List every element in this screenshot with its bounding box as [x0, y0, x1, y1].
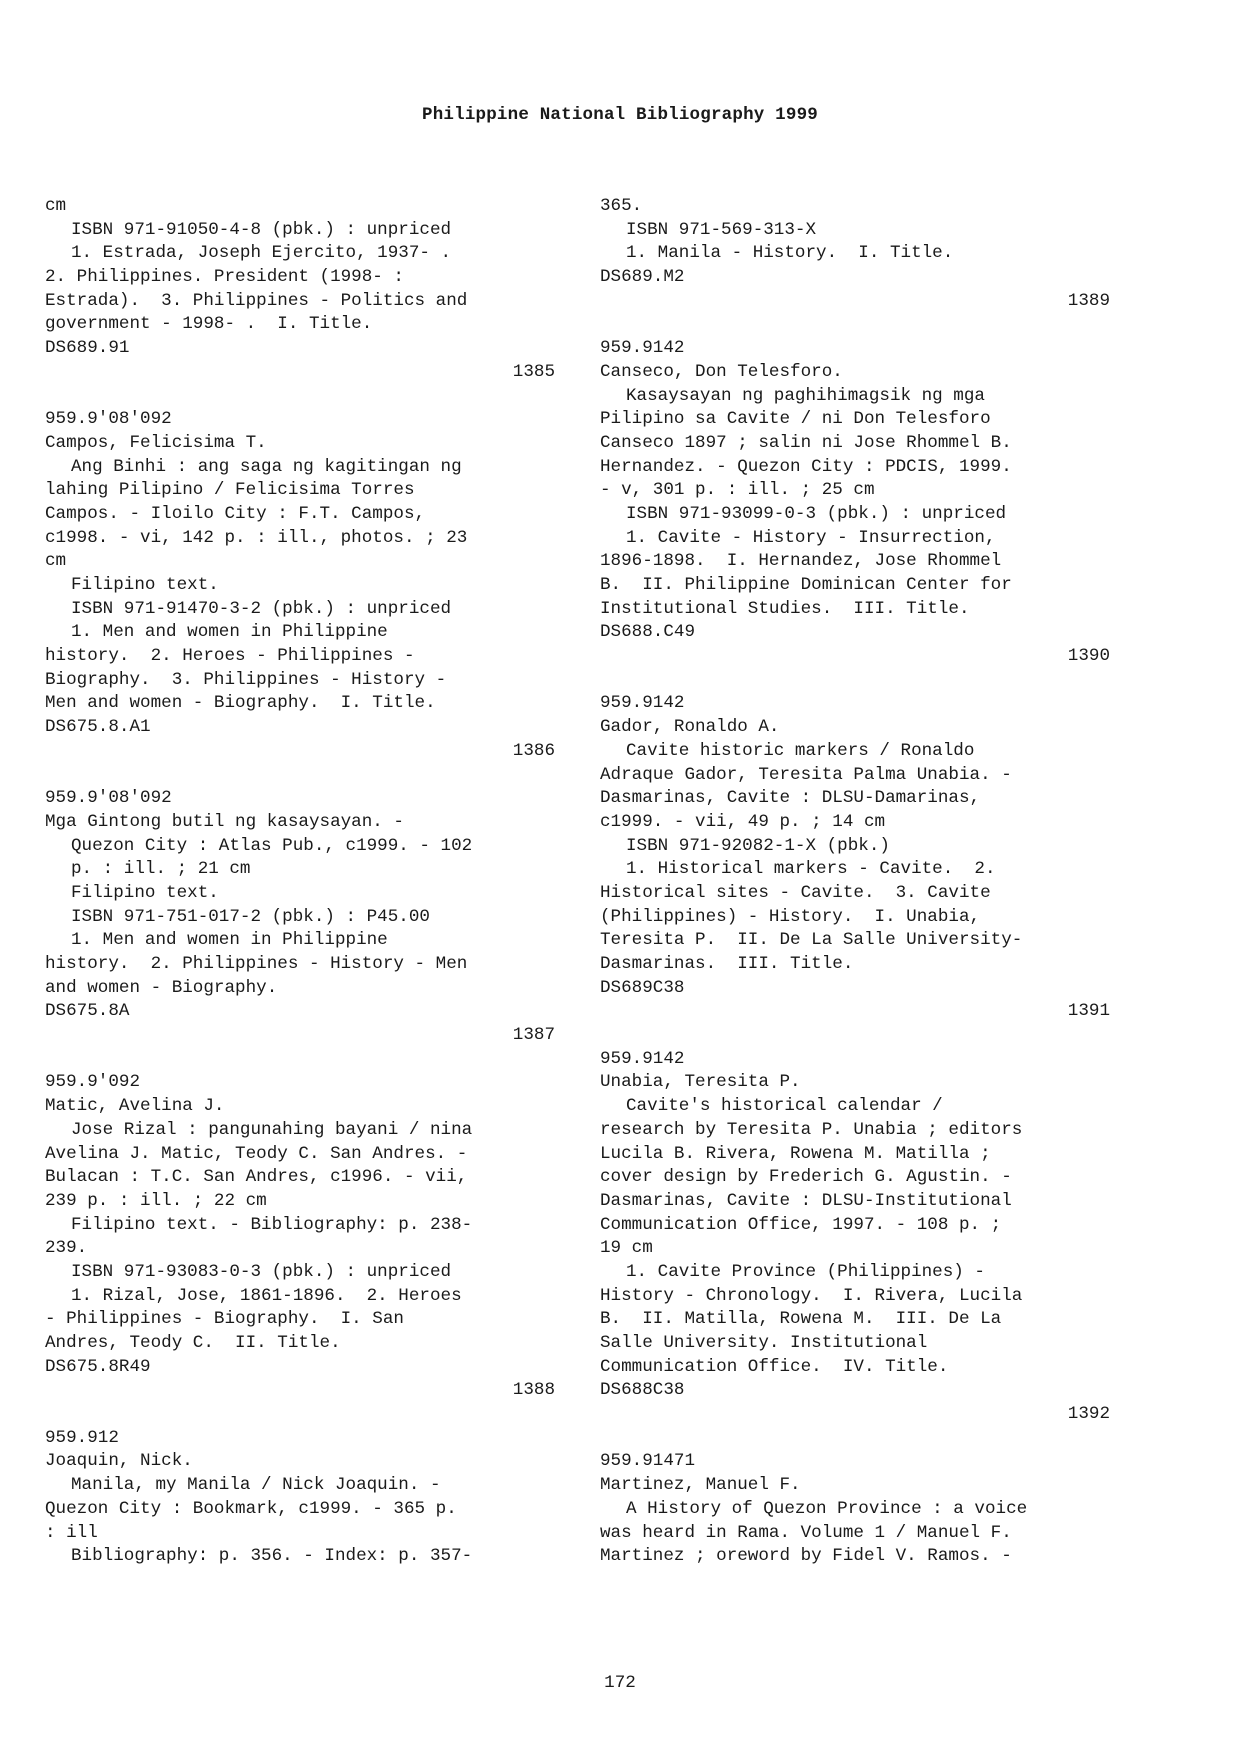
entry-line: Adraque Gador, Teresita Palma Unabia. - — [600, 764, 1012, 785]
entry-line: Bibliography: p. 356. - Index: p. 357- — [71, 1546, 473, 1567]
entry-line: Filipino text. — [71, 575, 219, 595]
entry-line: 959.912 — [45, 1427, 119, 1448]
entry-line: 1. Cavite Province (Philippines) - — [626, 1261, 985, 1282]
entry-line: - v, 301 p. : ill. ; 25 cm — [600, 480, 875, 501]
entry-line: ISBN 971-569-313-X — [626, 219, 817, 240]
entry-line: 959.9142 — [600, 338, 685, 359]
entry-line: DS688C38 — [600, 1380, 685, 1401]
entry-line: - Philippines - Biography. I. San — [45, 1309, 404, 1330]
entry-separator — [45, 764, 555, 788]
entry-line: 1. Rizal, Jose, 1861-1896. 2. Heroes — [71, 1285, 462, 1306]
entry-line: Gador, Ronaldo A. — [600, 717, 780, 738]
entry-separator — [600, 313, 1110, 337]
entry-line: research by Teresita P. Unabia ; editors — [600, 1119, 1023, 1140]
entry-line: Matic, Avelina J. — [45, 1096, 225, 1117]
entry-line: c1998. - vi, 142 p. : ill., photos. ; 23 — [45, 527, 468, 548]
entry-line: : ill — [45, 1522, 98, 1543]
entry-line: cover design by Frederich G. Agustin. - — [600, 1167, 1012, 1188]
entry-line: Communication Office. IV. Title. — [600, 1356, 949, 1377]
entry-number: 1389 — [1067, 290, 1110, 311]
entry-line: was heard in Rama. Volume 1 / Manuel F. — [600, 1522, 1012, 1543]
entry-line: Joaquin, Nick. — [45, 1451, 193, 1472]
entry-line: Quezon City : Atlas Pub., c1999. - 102 — [71, 835, 473, 856]
entry-line: 1. Cavite - History - Insurrection, — [626, 527, 996, 548]
entry-line: Canseco 1897 ; salin ni Jose Rhommel B. — [600, 432, 1012, 453]
entry-line: 239. — [45, 1238, 88, 1259]
entry-line: DS689.91 — [45, 338, 130, 359]
entry-separator — [600, 1427, 1110, 1451]
entry-line: lahing Pilipino / Felicisima Torres — [45, 480, 415, 501]
entry-line: Manila, my Manila / Nick Joaquin. - — [71, 1475, 441, 1496]
entry-number: 1392 — [1067, 1404, 1110, 1425]
entry-line: B. II. Philippine Dominican Center for — [600, 575, 1012, 595]
entry-line: Biography. 3. Philippines - History - — [45, 669, 447, 690]
entry-line: 959.9'092 — [45, 1072, 141, 1093]
entry-line: Kasaysayan ng paghihimagsik ng mga — [626, 385, 985, 406]
entry-line: 959.9142 — [600, 693, 685, 714]
entry-line: Cavite historic markers / Ronaldo — [626, 740, 975, 761]
entry-line: 959.9142 — [600, 1048, 685, 1069]
entry-line: 959.9'08'092 — [45, 409, 172, 430]
entry-line: history. 2. Heroes - Philippines - — [45, 646, 415, 667]
entry-line: DS688.C49 — [600, 622, 696, 643]
entry-number: 1386 — [512, 740, 555, 761]
entry-line: (Philippines) - History. I. Unabia, — [600, 906, 981, 927]
entry-line: Filipino text. — [71, 882, 219, 903]
entry-line: Martinez ; oreword by Fidel V. Ramos. - — [600, 1546, 1012, 1567]
entry-line: 959.9'08'092 — [45, 788, 172, 809]
entry-line: Cavite's historical calendar / — [626, 1096, 943, 1117]
entry-line: Dasmarinas, Cavite : DLSU-Institutional — [600, 1190, 1012, 1211]
entry-line: Campos, Felicisima T. — [45, 432, 267, 453]
entry-separator — [600, 669, 1110, 693]
entry-line: ISBN 971-92082-1-X (pbk.) — [626, 835, 890, 856]
entry-separator — [45, 385, 555, 409]
entry-line: DS675.8.A1 — [45, 717, 151, 738]
entry-line: cm — [45, 551, 67, 572]
entry-line: Jose Rizal : pangunahing bayani / nina — [71, 1119, 473, 1140]
entry-line: c1999. - vii, 49 p. ; 14 cm — [600, 811, 886, 832]
entry-line: Institutional Studies. III. Title. — [600, 598, 970, 619]
entry-line: Salle University. Institutional — [600, 1333, 928, 1353]
entry-number: 1385 — [512, 361, 555, 382]
entry-line: Campos. - Iloilo City : F.T. Campos, — [45, 503, 426, 524]
entry-line: DS689C38 — [600, 977, 685, 998]
entry-line: and women - Biography. — [45, 977, 278, 998]
entry-line: ISBN 971-93099-0-3 (pbk.) : unpriced — [626, 503, 1007, 524]
entry-separator — [600, 1024, 1110, 1048]
entry-separator — [45, 1048, 555, 1072]
entry-line: 1896-1898. I. Hernandez, Jose Rhommel — [600, 551, 1002, 572]
entry-line: Avelina J. Matic, Teody C. San Andres. - — [45, 1143, 468, 1164]
left-column — [45, 195, 555, 1569]
entry-line: Estrada). 3. Philippines - Politics and — [45, 290, 468, 311]
entry-line: 19 cm — [600, 1238, 653, 1259]
entry-line: Mga Gintong butil ng kasaysayan. - — [45, 811, 404, 832]
page-title: Philippine National Bibliography 1999 — [422, 105, 818, 125]
entry-number: 1390 — [1067, 646, 1110, 667]
entry-line: Canseco, Don Telesforo. — [600, 361, 843, 382]
entry-line: B. II. Matilla, Rowena M. III. De La — [600, 1309, 1002, 1330]
entry-line: DS675.8A — [45, 1001, 130, 1022]
entry-line: Dasmarinas, Cavite : DLSU-Damarinas, — [600, 788, 981, 809]
entry-line: DS689.M2 — [600, 267, 685, 288]
entry-line: Pilipino sa Cavite / ni Don Telesforo — [600, 409, 991, 430]
entry-separator — [45, 1403, 555, 1427]
entry-line: 959.91471 — [600, 1451, 696, 1472]
entry-line: A History of Quezon Province : a voice — [626, 1498, 1028, 1519]
entry-line: Hernandez. - Quezon City : PDCIS, 1999. — [600, 456, 1012, 477]
entry-line: Lucila B. Rivera, Rowena M. Matilla ; — [600, 1143, 991, 1164]
entry-line: 1. Men and women in Philippine — [71, 622, 388, 643]
entry-line: Teresita P. II. De La Salle University- — [600, 930, 1023, 951]
entry-line: p. : ill. ; 21 cm — [71, 859, 251, 880]
entry-number: 1391 — [1067, 1001, 1110, 1022]
entry-line: Historical sites - Cavite. 3. Cavite — [600, 882, 991, 903]
entry-line: DS675.8R49 — [45, 1356, 151, 1377]
entry-line: 1. Estrada, Joseph Ejercito, 1937- . — [71, 243, 452, 264]
entry-line: ISBN 971-751-017-2 (pbk.) : P45.00 — [71, 906, 430, 927]
entry-number: 1388 — [512, 1380, 555, 1401]
entry-line: Filipino text. - Bibliography: p. 238- — [71, 1214, 473, 1235]
entry-line: 1. Men and women in Philippine — [71, 930, 388, 951]
entry-line: Andres, Teody C. II. Title. — [45, 1333, 341, 1353]
entry-line: Quezon City : Bookmark, c1999. - 365 p. — [45, 1498, 457, 1519]
entry-line: Communication Office, 1997. - 108 p. ; — [600, 1214, 1002, 1235]
entry-line: ISBN 971-91470-3-2 (pbk.) : unpriced — [71, 598, 452, 619]
entry-line: cm — [45, 196, 67, 216]
entry-line: History - Chronology. I. Rivera, Lucila — [600, 1285, 1023, 1306]
entry-line: Ang Binhi : ang saga ng kagitingan ng — [71, 456, 462, 477]
entry-line: ISBN 971-91050-4-8 (pbk.) : unpriced — [71, 219, 452, 240]
entry-line: 365. — [600, 196, 643, 216]
page-number: 172 — [604, 1673, 636, 1693]
entry-line: government - 1998- . I. Title. — [45, 314, 373, 335]
entry-line: ISBN 971-93083-0-3 (pbk.) : unpriced — [71, 1261, 452, 1282]
entry-line: Men and women - Biography. I. Title. — [45, 693, 436, 714]
entry-line: history. 2. Philippines - History - Men — [45, 954, 468, 974]
entry-line: 1. Historical markers - Cavite. 2. — [626, 859, 996, 880]
entry-line: Bulacan : T.C. San Andres, c1996. - vii, — [45, 1167, 468, 1188]
entry-line: Martinez, Manuel F. — [600, 1475, 801, 1496]
right-column — [600, 195, 1110, 1569]
entry-line: Dasmarinas. III. Title. — [600, 954, 854, 974]
entry-line: 239 p. : ill. ; 22 cm — [45, 1190, 267, 1211]
entry-number: 1387 — [512, 1025, 555, 1046]
entry-line: 2. Philippines. President (1998- : — [45, 267, 404, 288]
entry-line: Unabia, Teresita P. — [600, 1072, 801, 1093]
entry-line: 1. Manila - History. I. Title. — [626, 243, 954, 264]
